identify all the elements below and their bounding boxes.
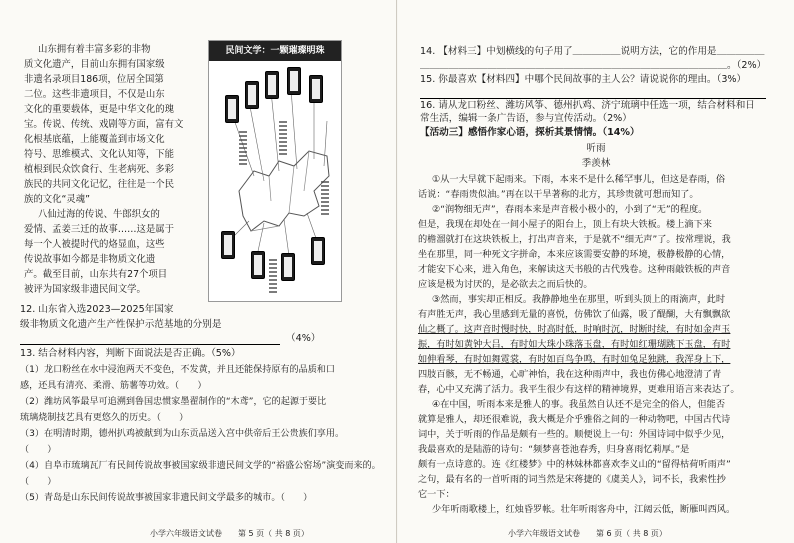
intro-line: 传说故事如今都是非物质文化遗: [24, 254, 156, 265]
essay-line: 颇有一点诗意的。连《红楼梦》中的林妹林都喜欢李义山的“留得枯荷听雨声”: [418, 459, 731, 470]
essay-line: 仙之概了。这声音时慢时快，时高时低，时响时沉，时断时续，有时如金声玉: [418, 324, 731, 335]
essay-author: 季羡林: [581, 158, 611, 169]
judgement-item: （3）在明清时期，德州扒鸡被献到为山东贡品送入宫中供帝后王公贵族们享用。: [20, 429, 345, 439]
city-tag: [225, 95, 239, 123]
city-tag: [287, 67, 301, 95]
city-tag: [309, 75, 323, 103]
essay-title: 听雨: [586, 143, 606, 154]
intro-line: 二位。这些非遗项目，不仅是山东: [24, 89, 165, 100]
essay-line: ②“润物细无声”，春雨本来是声音极小极小的，小到了“无”的程度。: [432, 204, 708, 215]
essay-line: 话说：“春雨贵似油。”再在以干旱著称的北方，其珍贵就可想而知了。: [418, 189, 699, 200]
judgement-item: 感，还具有清亮、柔滑、筋薯等功效。（ ）: [20, 381, 207, 391]
intro-line: 八仙过海的传说、牛郎织女的: [38, 209, 160, 220]
question-14-cont: ＿＿＿＿＿＿＿＿＿＿＿＿＿＿＿＿＿＿＿＿＿＿＿＿＿＿＿＿＿＿＿＿。（2%）: [420, 60, 767, 71]
city-tag: [251, 251, 265, 279]
essay-line: 春，心中又充满了活力。我平生很少有这样的精神境界，更难用语言来表达了。: [418, 384, 740, 395]
essay-line: 词中，关于听雨的作品是颇有一些的。顺便说上一句：外国诗词中似乎少见，: [418, 429, 731, 440]
intro-line: 每一个人被提时代的烙显血，这些: [24, 239, 165, 250]
page-footer: 小学六年级语文试卷 第 6 页（ 共 8 页）: [508, 529, 667, 538]
intro-line: 山东拥有着丰富多彩的非物: [38, 44, 151, 55]
question-15: 15. 你最喜欢【材料四】中哪个民间故事的主人公？请说说你的理由。（3%）: [420, 74, 747, 85]
intro-line: 质文化遗产，目前山东拥有国家级: [24, 59, 165, 70]
map-annotation: [279, 121, 287, 155]
answer-line[interactable]: [20, 333, 280, 345]
intro-line: 植根到民众饮食行、生老病死、多彩: [24, 164, 175, 175]
page-footer: 小学六年级语文试卷 第 5 页（ 共 8 页）: [150, 529, 309, 538]
map-annotation: [239, 131, 247, 165]
intro-line: 文化的重要载体，更是中华文化的瑰: [24, 104, 175, 115]
folk-literature-map: [208, 40, 342, 302]
question-16-cont: 常生活，编辑一条广告语，参与宣传活动。（2%）: [420, 113, 632, 124]
judgement-item: （2）潍坊风筝最早可追溯到鲁国忠惯家墨翟制作的“木鸢”，它的起源于要比: [20, 397, 327, 407]
map-annotation: [321, 181, 329, 215]
city-tag: [311, 237, 325, 265]
activity-heading: 【活动三】感悟作家心语，探析其景情情。（14%）: [420, 127, 640, 138]
essay-line: ①从一大早就下起雨来。下雨，本来不是什么稀罕事儿，但这是春雨，俗: [432, 174, 726, 185]
judgement-item: （4）自阜市琉璃瓦厂有民间传说故事被国家级非遗民间文学的“裕盛公窑场”演变而来的。: [20, 461, 381, 471]
question-12-score: （4%）: [286, 333, 321, 344]
intro-line: 爱情、孟姜三迁的故事……这是属于: [24, 224, 175, 235]
judgement-item: （5）青岛是山东民间传说故事被国家非遗民间文学最多的城市。（ ）: [20, 493, 313, 503]
city-tag: [281, 253, 295, 281]
essay-line: 我最喜欢的是陆游的诗句：“频梦喜苍池春秀，归身喜雨忆莉厚。”是: [418, 444, 690, 455]
question-14: 14. 【材料三】中划横线的句子用了＿＿＿＿＿说明方法，它的作用是＿＿＿＿＿: [420, 46, 765, 57]
map-annotation: [269, 259, 277, 293]
essay-line: 应该是极为讨厌的，是必欲去之而后快的。: [418, 279, 593, 290]
essay-line: 有声胜无声，我心里感到无量的喜悦，仿佛饮了仙露，吸了醍醐，大有飘飘欲: [418, 309, 731, 320]
essay-line: 它一下：: [418, 489, 455, 500]
intro-line: 产。截至目前，山东共有27个项目: [24, 269, 168, 280]
city-tag: [221, 231, 235, 259]
intro-line: 宝。传说、传统、戏剧等方面，富有文: [24, 119, 184, 130]
question-13: 13. 结合材料内容，判断下面说法是否正确。（5%）: [20, 348, 241, 359]
intro-line: 非遗名录项目186项，位居全国第: [24, 74, 164, 85]
question-16: 16. 请从龙口粉丝、潍坊风筝、德州扒鸡、济宁琉璃中任选一项，结合材料和日: [420, 100, 755, 111]
essay-line: 少年听雨歌楼上，红烛昏罗帐。壮年听雨客舟中，江阔云低，断雁叫西风。: [432, 504, 736, 515]
essay-line: 坐在那里，同一种死文字拼命，本来应该需要安静的环境，极静极静的心情，: [418, 249, 731, 260]
intro-line: 符号、思维模式、文化认知等，下能: [24, 149, 175, 160]
question-12: 12. 山东省入选2023—2025年国家: [20, 304, 174, 315]
essay-line: 四肢百骸，无不畅通，心旷神怡，我在这种雨声中，我也仿佛心地澄清了青: [418, 369, 722, 380]
essay-line: 振，有时如黄钟大吕，有时如大珠小珠落玉盘，有时如红珊瑚跳下玉盘，有时: [418, 339, 731, 350]
essay-line: 的檐溜就打在这块铁板上，打出声音来，于是就不“细无声”了。按常理说，我: [418, 234, 731, 245]
question-12-cont: 级非物质文化遗产生产性保护示范基地的分别是: [20, 319, 222, 330]
city-tag: [265, 71, 279, 99]
intro-line: 被评为国家级非遗民间文学。: [24, 284, 146, 295]
judgement-item: 琉璃烧制技艺具有更悠久的历史。（ ）: [20, 413, 189, 423]
right-page: [398, 0, 794, 543]
judgement-item: （1）龙口粉丝在水中浸泡两天不变色，不发黄，并且还能保持原有的品质和口: [20, 365, 335, 375]
essay-line: ④在中国，听雨本来是雅人的事。我虽然自认还不是完全的俗人，但能否: [432, 399, 726, 410]
intro-line: 族民的共同文化记忆，往往是一个民: [24, 179, 175, 190]
essay-line: ③然而，事实却正相反。我静静地坐在那里，听到头顶上的雨滴声，此时: [432, 294, 726, 305]
city-tag: [245, 81, 259, 109]
judgement-item: （ ）: [20, 445, 57, 455]
essay-line: 就算是雅人，却还很难说，我大概是介乎雅俗之间的一种动物吧，中国古代诗: [418, 414, 731, 425]
answer-line[interactable]: [420, 88, 766, 99]
essay-line: 才能安下心来，进入角色，来解读这天书般的古代残卷。这种雨敲铁板的声音: [418, 264, 731, 275]
essay-line: 但是，我现在却处在一间小屋子的阳台上，顶上有块大铁板。楼上滴下来: [418, 219, 712, 230]
essay-line: 如伸看琴，有时如舞霓裳，有时如百鸟争鸣，有时如兔足独跳，我浑身上下，: [418, 354, 731, 365]
intro-line: 族的文化“灵魂”: [24, 194, 90, 205]
judgement-item: （ ）: [20, 477, 57, 487]
map-title: 民间文学：一颗璀璨明珠: [209, 41, 341, 61]
intro-line: 化根基底蕴，上能覆盖到市场文化: [24, 134, 165, 145]
essay-line: 之句，最有名的一首听雨的词当然是宋蒋捷的《虞美人》，词不长，我索性抄: [418, 474, 726, 485]
